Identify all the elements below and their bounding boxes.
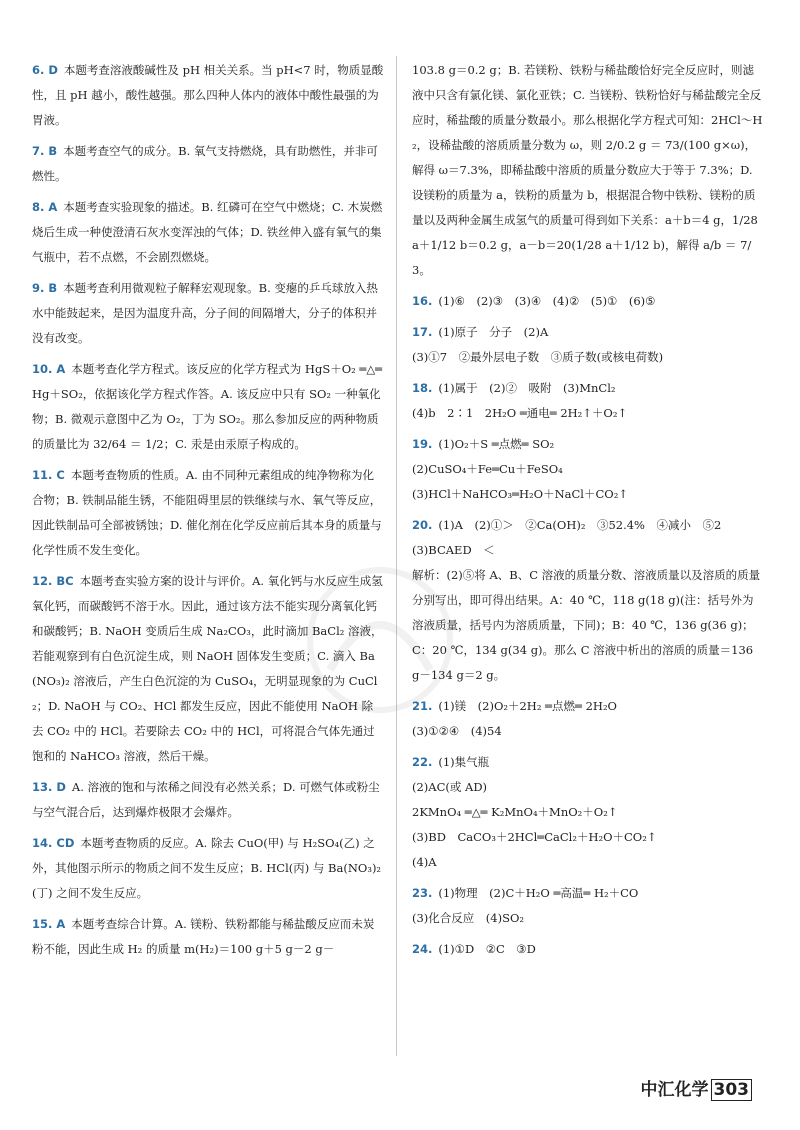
question-number: 10. A: [32, 362, 66, 376]
answer-text: 本题考查物质的性质。A. 由不同种元素组成的纯净物称为化合物；B. 铁制品能生锈，不能阻碍里层的铁继续与水、氧气等反应，因此铁制品可全部被锈蚀；D. 催化剂在化学反应前后其本身的质量与化学性质不发生变化。: [32, 468, 382, 557]
answer-line: [412, 457, 764, 482]
question-number: 8. A: [32, 200, 58, 214]
answer-text: (3)①②④ (4)54: [412, 724, 502, 738]
question-number: 14. CD: [32, 836, 75, 850]
question-number: 12. BC: [32, 574, 74, 588]
answer-line: [412, 58, 764, 283]
answer-text: 本题考查溶液酸碱性及 pH 相关关系。当 pH<7 时，物质显酸性，且 pH 越小，酸性越强。那么四种人体内的液体中酸性最强的为胃液。: [32, 63, 384, 127]
answer-line: [412, 482, 764, 507]
answer-line: [412, 825, 764, 850]
answer-item: [412, 376, 764, 426]
answer-line: [32, 195, 384, 270]
answer-text: (2)AC(或 AD): [412, 780, 488, 794]
answer-item: [32, 276, 384, 351]
answer-line: [32, 58, 384, 133]
answer-line: [32, 357, 384, 457]
question-number: 21.: [412, 699, 433, 713]
answer-line: [412, 850, 764, 875]
answer-line: [32, 831, 384, 906]
answer-text: (1)①D ②C ③D: [438, 942, 536, 956]
answer-text: 103.8 g＝0.2 g；B. 若镁粉、铁粉与稀盐酸恰好完全反应时，则滤液中只含有氯化镁、氯化亚铁；C. 当镁粉、铁粉恰好与稀盐酸完全反应时，稀盐酸的质量分数最小。那么根据化学方程式可知：2HCl～H₂，设稀盐酸的溶质质量分数为 ω，则 2/0.2 g ＝ 73/(100 g×ω)，解得 ω＝7.3%，即稀盐酸中溶质的质量分数应大于等于 7.3%；D. 设镁粉的质量为 a，铁粉的质量为 b，根据混合物中铁粉、镁粉的质量以及两种金属生成氢气的质量可得到如下关系：a＋b＝4 g，1/28 a＋1/12 b＝0.2 g，a－b＝20(1/28 a＋1/12 b)，解得 a/b ＝ 7/3。: [412, 63, 763, 277]
answer-item: [32, 195, 384, 270]
answer-text: (1)⑥ (2)③ (3)④ (4)② (5)① (6)⑤: [438, 294, 656, 308]
watermark-logo: [270, 560, 490, 720]
question-number: 11. C: [32, 468, 65, 482]
answer-text: (1)物理 (2)C＋H₂O ═高温═ H₂＋CO: [438, 886, 639, 900]
question-number: 16.: [412, 294, 433, 308]
question-number: 22.: [412, 755, 433, 769]
question-number: 17.: [412, 325, 433, 339]
question-number: 15. A: [32, 917, 66, 931]
answer-item: [412, 320, 764, 370]
answer-text: (2)CuSO₄＋Fe═Cu＋FeSO₄: [412, 462, 563, 476]
answer-text: 本题考查空气的成分。B. 氧气支持燃烧，具有助燃性，并非可燃性。: [32, 144, 378, 183]
answer-line: [412, 401, 764, 426]
page-number: 303: [711, 1079, 753, 1101]
answer-item: [32, 463, 384, 563]
answer-text: A. 溶液的饱和与浓稀之间没有必然关系；D. 可燃气体或粉尘与空气混合后，达到爆炸极限才会爆炸。: [32, 780, 380, 819]
answer-line: [32, 463, 384, 563]
answer-text: (1)原子 分子 (2)A: [438, 325, 549, 339]
answer-line: [412, 432, 764, 457]
answer-line: [412, 800, 764, 825]
answer-text: (1)属于 (2)② 吸附 (3)MnCl₂: [438, 381, 616, 395]
answer-text: (4)A: [412, 855, 437, 869]
question-number: 23.: [412, 886, 433, 900]
question-number: 18.: [412, 381, 433, 395]
question-number: 9. B: [32, 281, 58, 295]
answer-item: [32, 831, 384, 906]
answer-line: [412, 289, 764, 314]
answer-item: [412, 289, 764, 314]
answer-text: (3)BD CaCO₃＋2HCl═CaCl₂＋H₂O＋CO₂↑: [412, 830, 657, 844]
page-footer: [641, 1075, 753, 1100]
answer-text: 2KMnO₄ ═△═ K₂MnO₄＋MnO₂＋O₂↑: [412, 805, 618, 819]
answer-item: [32, 775, 384, 825]
answer-line: [412, 937, 764, 962]
question-number: 20.: [412, 518, 433, 532]
answer-text: (3)BCAED ＜: [412, 543, 495, 557]
answer-line: [412, 750, 764, 775]
answer-item: [412, 881, 764, 931]
answer-text: 本题考查实验方案的设计与评价。A. 氧化钙与水反应生成氢氧化钙，而碳酸钙不溶于水。因此，通过该方法不能实现分离氧化钙和碳酸钙；B. NaOH 变质后生成 Na₂CO₃，此时滴加 BaCl₂ 溶液，若能观察到有白色沉淀生成，则 NaOH 固体发生变质；C. 滴入 Ba(NO₃)₂ 溶液后，产生白色沉淀的为 CuSO₄，无明显现象的为 CuCl₂；D. NaOH 与 CO₂、HCl 都发生反应，因此不能使用 NaOH 除去 CO₂ 中的 HCl。若要除去 CO₂ 中的 HCl，可将混合气体先通过饱和的 NaHCO₃ 溶液，然后干燥。: [32, 574, 383, 763]
answer-line: [412, 376, 764, 401]
answer-item: [412, 750, 764, 875]
question-number: 24.: [412, 942, 433, 956]
answer-line: [412, 320, 764, 345]
answer-line: [32, 139, 384, 189]
column-divider: [396, 56, 397, 1056]
answer-text: (3)化合反应 (4)SO₂: [412, 911, 524, 925]
answer-line: [412, 513, 764, 538]
answer-line: [32, 775, 384, 825]
answer-line: [32, 276, 384, 351]
answer-text: 本题考查利用微观粒子解释宏观现象。B. 变瘪的乒乓球放入热水中能鼓起来，是因为温度升高，分子间的间隔增大，分子的体积并没有改变。: [32, 281, 378, 345]
right-column: [412, 58, 764, 968]
answer-item: [412, 432, 764, 507]
question-number: 7. B: [32, 144, 58, 158]
left-column: [32, 58, 384, 968]
answer-text: (4)b 2∶1 2H₂O ═通电═ 2H₂↑＋O₂↑: [412, 406, 628, 420]
question-number: 6. D: [32, 63, 58, 77]
answer-text: 本题考查实验现象的描述。B. 红磷可在空气中燃烧；C. 木炭燃烧后生成一种使澄清石灰水变浑浊的气体；D. 铁丝伸入盛有氧气的集气瓶中，若不点燃，不会剧烈燃烧。: [32, 200, 383, 264]
answer-line: [32, 912, 384, 962]
answer-text: 本题考查综合计算。A. 镁粉、铁粉都能与稀盐酸反应而未炭粉不能，因此生成 H₂ 的质量 m(H₂)＝100 g＋5 g－2 g－: [32, 917, 375, 956]
answer-line: [412, 345, 764, 370]
answer-item: [412, 58, 764, 283]
answer-line: [412, 719, 764, 744]
answer-item: [412, 937, 764, 962]
answer-line: [412, 775, 764, 800]
answer-item: [32, 912, 384, 962]
answer-item: [32, 139, 384, 189]
question-number: 19.: [412, 437, 433, 451]
footer-label: 中汇化学: [640, 1080, 709, 1100]
answer-text: (1)O₂＋S ═点燃═ SO₂: [438, 437, 555, 451]
answer-line: [412, 906, 764, 931]
answer-text: (1)A (2)①＞ ②Ca(OH)₂ ③52.4% ④减小 ⑤2: [438, 518, 722, 532]
answer-item: [32, 58, 384, 133]
answer-text: 本题考查物质的反应。A. 除去 CuO(甲) 与 H₂SO₄(乙) 之外，其他图示所示的物质之间不发生反应；B. HCl(丙) 与 Ba(NO₃)₂(丁) 之间不发生反应。: [32, 836, 382, 900]
answer-text: (3)①7 ②最外层电子数 ③质子数(或核电荷数): [412, 350, 664, 364]
answer-line: [412, 881, 764, 906]
answer-text: 解析：(2)⑤将 A、B、C 溶液的质量分数、溶液质量以及溶质的质量分别写出，即可得出结果。A：40 ℃，118 g(18 g)(注：括号外为溶液质量，括号内为溶质质量，下同)；B：40 ℃，136 g(36 g)；C：20 ℃，134 g(34 g)。那么 C 溶液中析出的溶质的质量＝136 g－134 g＝2 g。: [412, 568, 761, 682]
answer-text: 本题考查化学方程式。该反应的化学方程式为 HgS＋O₂ ═△═ Hg＋SO₂，依据该化学方程式作答。A. 该反应中只有 SO₂ 一种氧化物；B. 微观示意图中乙为 O₂，丁为 SO₂。那么参加反应的两种物质的质量比为 32/64 ＝ 1/2；C. 汞是由汞原子构成的。: [32, 362, 383, 451]
answer-text: (1)镁 (2)O₂＋2H₂ ═点燃═ 2H₂O: [438, 699, 617, 713]
answer-item: [32, 357, 384, 457]
answer-text: (1)集气瓶: [438, 755, 490, 769]
answer-text: (3)HCl＋NaHCO₃═H₂O＋NaCl＋CO₂↑: [412, 487, 628, 501]
question-number: 13. D: [32, 780, 66, 794]
